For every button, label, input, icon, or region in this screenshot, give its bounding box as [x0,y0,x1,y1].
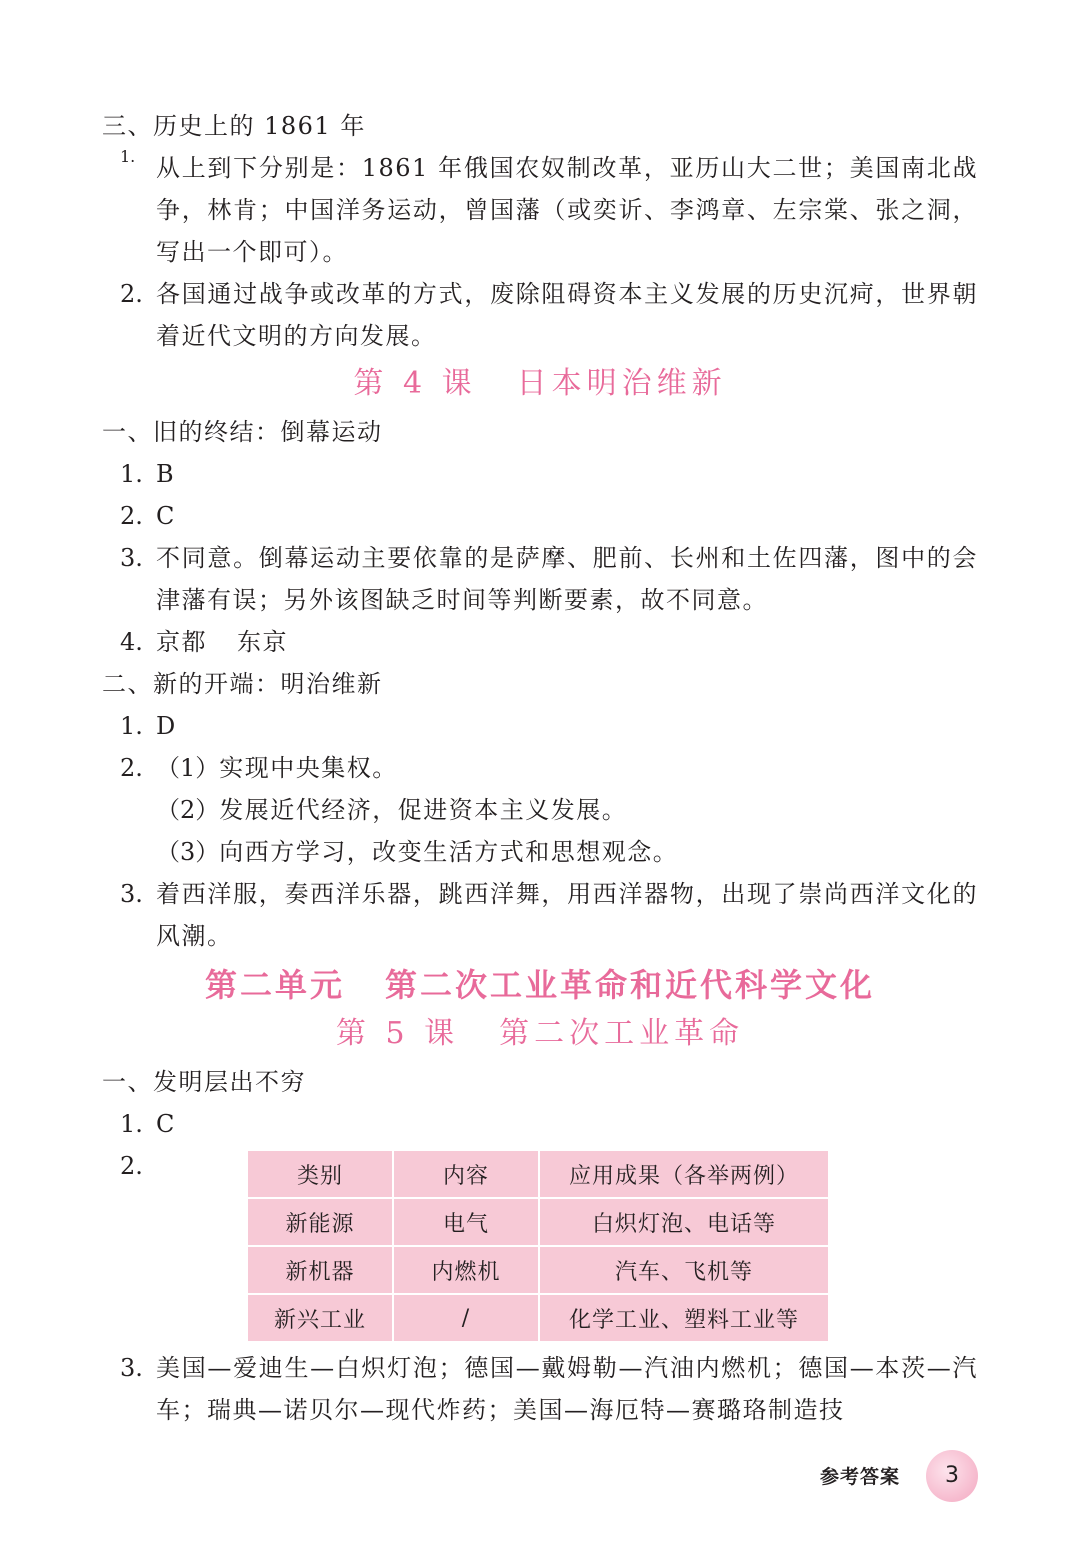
item-number: 1. [120,147,136,166]
sub-item-text: 发展近代经济，促进资本主义发展。 [219,796,628,824]
item-number: 1. [120,712,143,740]
sub-item-number: （2） [156,796,220,824]
item-number: 2. [120,1152,143,1180]
list-item [102,1145,978,1341]
list-item [102,147,978,273]
item-text: 各国通过战争或改革的方式，废除阻碍资本主义发展的历史沉疴，世界朝着近代文明的方向发展。 [156,280,978,350]
section-heading-meiji: 二、新的开端：明治维新 [102,670,383,698]
section-heading-tokugawa: 一、旧的终结：倒幕运动 [102,418,383,446]
list-item [102,537,978,621]
item-number: 2. [120,280,143,308]
list-item [102,1103,978,1145]
table-row [248,1199,828,1247]
sub-item-number: （1） [156,754,220,782]
table-header-cell: 内容 [394,1151,540,1199]
item-number: 2. [120,754,143,782]
table-cell: 新机器 [248,1247,394,1295]
item-text: 从上到下分别是：1861 年俄国农奴制改革，亚历山大二世；美国南北战争，林肯；中国洋务运动，曾国藩（或奕䜣、李鸿章、左宗棠、张之洞，写出一个即可）。 [156,154,978,266]
lesson-title: 日本明治维新 [516,366,727,401]
list-item [102,831,978,873]
sub-item-text: 实现中央集权。 [219,754,398,782]
answer-table [248,1151,828,1341]
item-text: 不同意。倒幕运动主要依靠的是萨摩、肥前、长州和土佐四藩，图中的会津藩有误；另外该图缺乏时间等判断要素，故不同意。 [156,544,978,614]
footer-label: 参考答案 [820,1466,901,1488]
item-number: 4. [120,628,143,656]
table-header-row [248,1151,828,1199]
page-number-badge: 3 [926,1450,978,1502]
unit-2-heading [102,957,978,1013]
table-cell: 白炽灯泡、电话等 [540,1199,828,1247]
list-item [102,1347,978,1431]
item-text: 着西洋服，奏西洋乐器，跳西洋舞，用西洋器物，出现了崇尚西洋文化的风潮。 [156,880,978,950]
list-item [102,495,978,537]
lesson-title: 第二次工业革命 [499,1016,745,1051]
unit-title: 第二次工业革命和近代科学文化 [385,966,876,1004]
lesson-4-heading [102,357,978,411]
list-item [102,273,978,357]
table-row [248,1295,828,1341]
item-number: 3. [120,544,143,572]
table-cell: 新能源 [248,1199,394,1247]
lesson-5-heading [102,1007,978,1061]
table-cell: 化学工业、塑料工业等 [568,1307,799,1333]
table-header-cell: 应用成果（各举两例） [540,1151,828,1199]
table-row [248,1247,828,1295]
item-number: 3. [120,1354,143,1382]
list-item [102,621,978,663]
item-text: C [156,502,176,530]
item-text: C [156,1110,176,1138]
item-text: B [156,460,176,488]
lesson-number: 第 5 课 [335,1016,460,1051]
item-number: 2. [120,502,143,530]
item-number: 1. [120,460,143,488]
item-text-b: 东京 [237,628,288,656]
item-number: 1. [120,1110,143,1138]
sub-item-text: 向西方学习，改变生活方式和思想观念。 [219,838,679,866]
table-cell: / [394,1295,540,1341]
section-heading-inventions: 一、发明层出不穷 [102,1068,306,1096]
item-text: 美国—爱迪生—白炽灯泡；德国—戴姆勒—汽油内燃机；德国—本茨—汽车；瑞典—诺贝尔—现代炸药；美国—海厄特—赛璐珞制造技 [156,1354,978,1424]
table-cell: 新兴工业 [248,1295,394,1341]
answer-content [102,105,978,1431]
item-text-a: 京都 [156,628,207,656]
list-item [102,705,978,747]
table-header-cell: 类别 [248,1151,394,1199]
table-cell: 汽车、飞机等 [540,1247,828,1295]
item-text: D [156,712,177,740]
table-cell: 内燃机 [394,1247,540,1295]
list-item [102,747,978,789]
sub-item-number: （3） [156,838,220,866]
table-cell: 电气 [394,1199,540,1247]
item-number: 3. [120,880,143,908]
unit-number: 第二单元 [204,966,345,1004]
section-heading-1861: 三、历史上的 1861 年 [102,112,366,140]
list-item [102,453,978,495]
list-item [102,789,978,831]
list-item [102,873,978,957]
lesson-number: 第 4 课 [353,366,477,401]
